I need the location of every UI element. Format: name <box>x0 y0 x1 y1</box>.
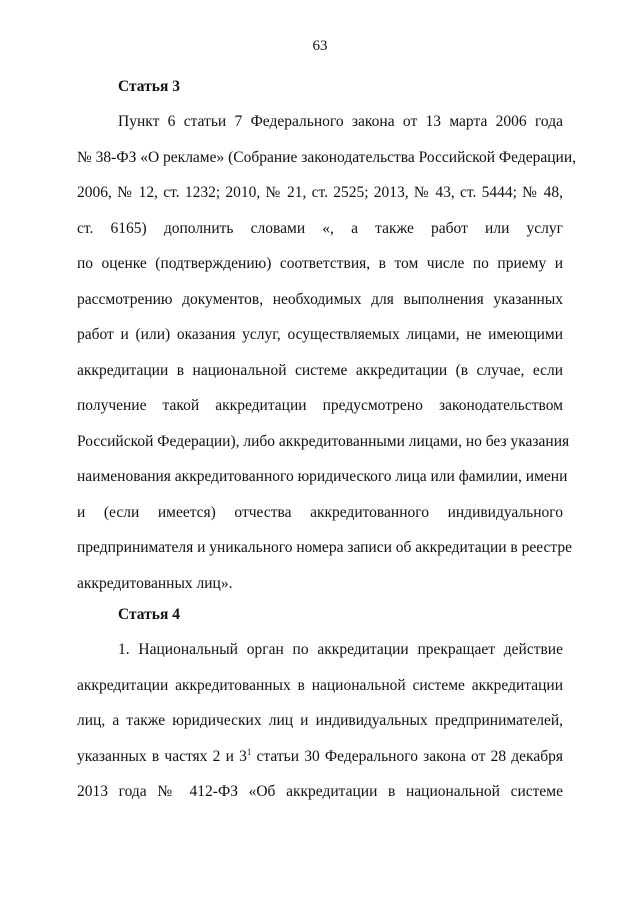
article-4-heading: Статья 4 <box>118 606 180 623</box>
article-3-line: аккредитованных лиц». <box>77 575 233 592</box>
article-3-line: наименования аккредитованного юридического лица или фамилии, имени <box>77 468 568 485</box>
article-4-line: 1. Национальный орган по аккредитации прекращает действие <box>118 641 563 658</box>
article-4-line-text: указанных в частях 2 и 3 <box>77 748 247 765</box>
article-3-line: ст. 6165) дополнить словами «, а также работ или услуг <box>77 220 563 237</box>
article-3-heading: Статья 3 <box>118 78 180 95</box>
article-3-line: Российской Федерации), либо аккредитованными лицами, но без указания <box>77 433 570 450</box>
article-3-line: и (если имеется) отчества аккредитованного индивидуального <box>77 504 563 521</box>
article-3-line: Пункт 6 статьи 7 Федерального закона от 13 марта 2006 года <box>118 113 563 130</box>
footnote-superscript: 1 <box>246 746 252 757</box>
article-4-line: аккредитации аккредитованных в национальной системе аккредитации <box>77 677 563 694</box>
article-3-line: № 38-ФЗ «О рекламе» (Собрание законодательства Российской Федерации, <box>77 149 577 166</box>
article-4-line: лиц, а также юридических лиц и индивидуальных предпринимателей, <box>77 712 563 729</box>
article-3-line: получение такой аккредитации предусмотрено законодательством <box>77 397 563 414</box>
article-3-line: 2006, № 12, ст. 1232; 2010, № 21, ст. 2525; 2013, № 43, ст. 5444; № 48, <box>77 184 563 201</box>
article-3-line: по оценке (подтверждению) соответствия, в том числе по приему и <box>77 255 563 272</box>
article-3-line: работ и (или) оказания услуг, осуществляемых лицами, не имеющими <box>77 326 563 343</box>
article-3-line: рассмотрению документов, необходимых для выполнения указанных <box>77 291 563 308</box>
article-3-line: предпринимателя и уникального номера записи об аккредитации в реестре <box>77 539 572 556</box>
article-4-line: 2013 года № 412-ФЗ «Об аккредитации в национальной системе <box>77 783 563 800</box>
article-4-line <box>77 747 563 767</box>
page-number: 63 <box>312 38 328 54</box>
article-4-line-text: статьи 30 Федерального закона от 28 декабря <box>251 748 563 765</box>
article-3-line: аккредитации в национальной системе аккредитации (в случае, если <box>77 362 563 379</box>
